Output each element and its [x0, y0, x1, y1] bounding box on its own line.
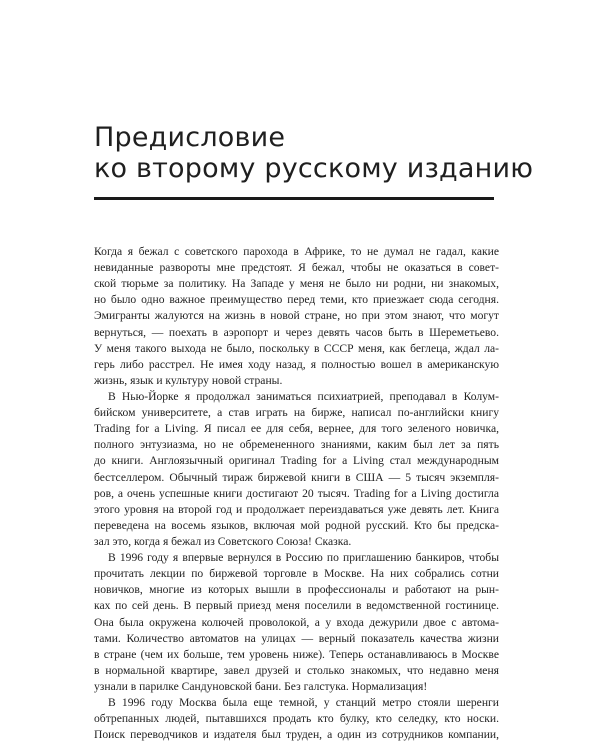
heading-line-2: ко второму русскому изданию: [94, 153, 534, 184]
text-line: ской тюрьме за политику. На Западе у меня не было ни родни, ни знакомых,: [94, 277, 499, 291]
text-line: ках по сей день. В первый приезд меня поселили в ведомственной гостинице.: [94, 599, 499, 613]
text-line: обтрепанных людей, пытавшихся продать кто булку, кто селедку, кто носки.: [94, 712, 499, 726]
text-line: вернуться, — поехать в аэропорт и через девять часов быть в Шереметьево.: [94, 325, 499, 339]
text-line: ров, а очень успешные книги достигают 20 тысяч. Trading for a Living достигла: [94, 486, 499, 500]
text-line: бестселлером. Обычный тираж биржевой книги в США — 5 тысяч экземпля-: [94, 470, 499, 484]
text-line: полного энтузиазма, но не обремененного знаниями, каким был лет за пять: [94, 438, 499, 452]
text-line: узнали в парилке Сандуновской бани. Без галстука. Нормализация!: [94, 679, 428, 693]
text-line: этого уровня на второй год и продолжает переиздаваться уже девять лет. Книга: [94, 502, 499, 516]
text-line: У меня такого выхода не было, поскольку в СССР меня, как беглеца, ждал ла-: [94, 341, 499, 355]
paragraph: [94, 550, 499, 695]
chapter-heading: [94, 122, 534, 184]
text-line: но было одно важное преимущество перед теми, кто приезжает сюда сегодня.: [94, 293, 499, 307]
text-line: переведена на восемь языков, включая мой родной русский. Кто бы предска-: [94, 518, 499, 532]
text-line: зал это, когда я бежал из Советского Союза! Сказка.: [94, 534, 352, 548]
paragraph: [94, 695, 499, 743]
text-line: прочитать лекции по биржевой торговле в Москве. На них собрались сотни: [94, 567, 499, 581]
text-line: Она была окружена колючей проволокой, а у входа дежурили двое с автома-: [94, 615, 499, 629]
text-line: В Нью-Йорке я продолжал заниматься психиатрией, преподавал в Колум-: [108, 389, 499, 403]
text-line: В 1996 году я впервые вернулся в Россию по приглашению банкиров, чтобы: [108, 551, 499, 565]
text-line: жизнь, язык и культуру новой страны.: [94, 373, 283, 387]
text-line: в стране (чем их больше, тем уровень ниже). Теперь останавливаюсь в Москве: [94, 647, 499, 661]
text-line: герь либо расстрел. Не имея ходу назад, я полностью вошел в американскую: [94, 357, 499, 371]
text-line: до книги. Англоязычный оригинал Trading for a Living стал международным: [94, 454, 499, 468]
text-line: Когда я бежал с советского парохода в Африке, то не думал не гадал, какие: [94, 245, 499, 258]
text-line: новичков, многие из которых вышли в профессионалы и работают на рын-: [94, 583, 499, 597]
text-line: в нормальной квартире, завел друзей и столько знакомых, что недавно меня: [94, 663, 499, 677]
text-line: невиданные развороты мне предстоят. Я бежал, чтобы не оказаться в совет-: [94, 261, 499, 275]
body-text: [94, 244, 499, 743]
text-line: Эмигранты жалуются на жизнь в новой стране, но при этом знают, что могут: [94, 309, 499, 323]
heading-rule: [94, 197, 494, 200]
paragraph: [94, 244, 499, 389]
text-line: Trading for a Living. Я писал ее для себя, вернее, для того зеленого новичка,: [94, 422, 499, 436]
heading-line-1: Предисловие: [94, 122, 286, 153]
text-line: В 1996 году Москва была еще темной, у станций метро стояли шеренги: [108, 696, 499, 710]
text-line: Поиск переводчиков и издателя был труден, а один из сотрудников компании,: [94, 728, 499, 742]
text-line: тами. Количество автоматов на улицах — верный показатель качества жизни: [94, 631, 499, 645]
paragraph: [94, 389, 499, 550]
text-line: бийском университете, а став играть на бирже, написал по-английски книгу: [94, 406, 499, 420]
